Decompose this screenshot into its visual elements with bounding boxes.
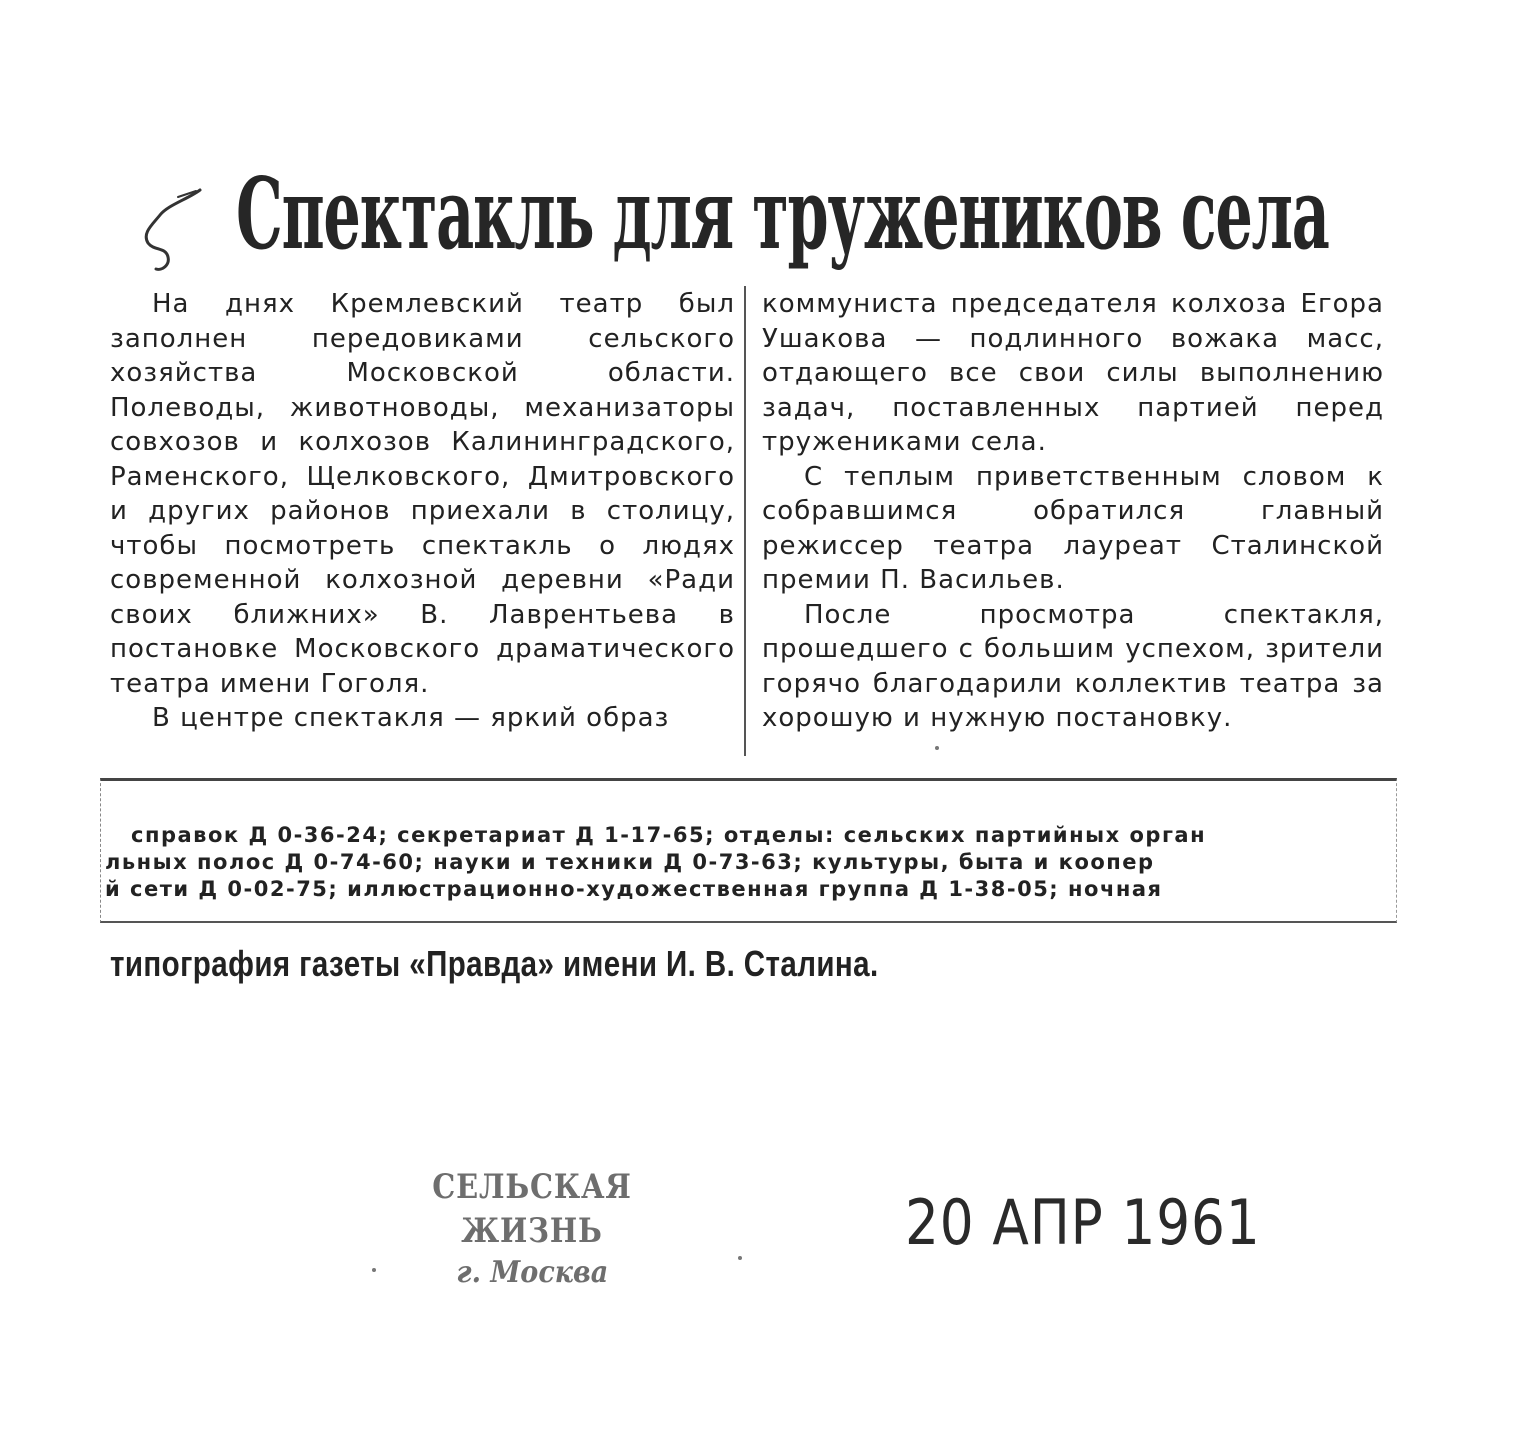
stamp-newspaper: СЕЛЬСКАЯ ЖИЗНЬ xyxy=(432,1167,632,1251)
editorial-contacts-box xyxy=(100,778,1397,923)
printer-imprint: типография газеты «Правда» имени И. В. Сталина. xyxy=(110,943,879,984)
article-paragraph: С теплым приветственным словом к собравшимся обратился главный режиссер театра лауреат Сталинской премии П. Васильев. xyxy=(762,461,1384,595)
speck xyxy=(738,1256,742,1260)
article-paragraph: коммуниста председателя колхоза Егора Ушакова — подлинного вожака масс, отдающего все свои силы выполнению задач, поставленных партией перед тружениками села. xyxy=(762,289,1384,457)
speck xyxy=(935,746,939,750)
article-headline: Спектакль для тружеников села xyxy=(236,157,1329,272)
article-paragraph: После просмотра спектакля, прошедшего с большим успехом, зрители горячо благодарили коллектив театра за хорошую и нужную постановку. xyxy=(762,599,1384,733)
article-paragraph: В центре спектакля — яркий образ xyxy=(152,703,670,733)
date-stamp: 20 АПР 1961 xyxy=(905,1186,1261,1259)
speck xyxy=(372,1268,376,1272)
column-divider xyxy=(744,286,746,756)
article-column-right xyxy=(762,287,1384,736)
contacts-line: справок Д 0-36-24; секретариат Д 1-17-65; отделы: сельских партийных орган xyxy=(131,823,1207,847)
handwritten-mark xyxy=(138,185,208,275)
clipping-source-stamp xyxy=(352,1165,712,1290)
article-column-left xyxy=(110,287,735,736)
article-paragraph: На днях Кремлевский театр был заполнен передовиками сельского хозяйства Московской области. Полеводы, животноводы, механизаторы совхозов и колхозов Калининградского, Раменского, Щелковского, Дмитровского и других районов приехали в столицу, чтобы посмотреть спектакль о людях современной колхозной деревни «Ради своих ближних» В. Лаврентьева в постановке Московского драматического театра имени Гоголя. xyxy=(110,289,735,699)
stamp-city: г. Москва xyxy=(456,1255,608,1290)
contacts-line: льных полос Д 0-74-60; науки и техники Д 0-73-63; культуры, быта и коопер xyxy=(105,850,1155,874)
contacts-line: й сети Д 0-02-75; иллюстрационно-художественная группа Д 1-38-05; ночная xyxy=(105,877,1163,901)
